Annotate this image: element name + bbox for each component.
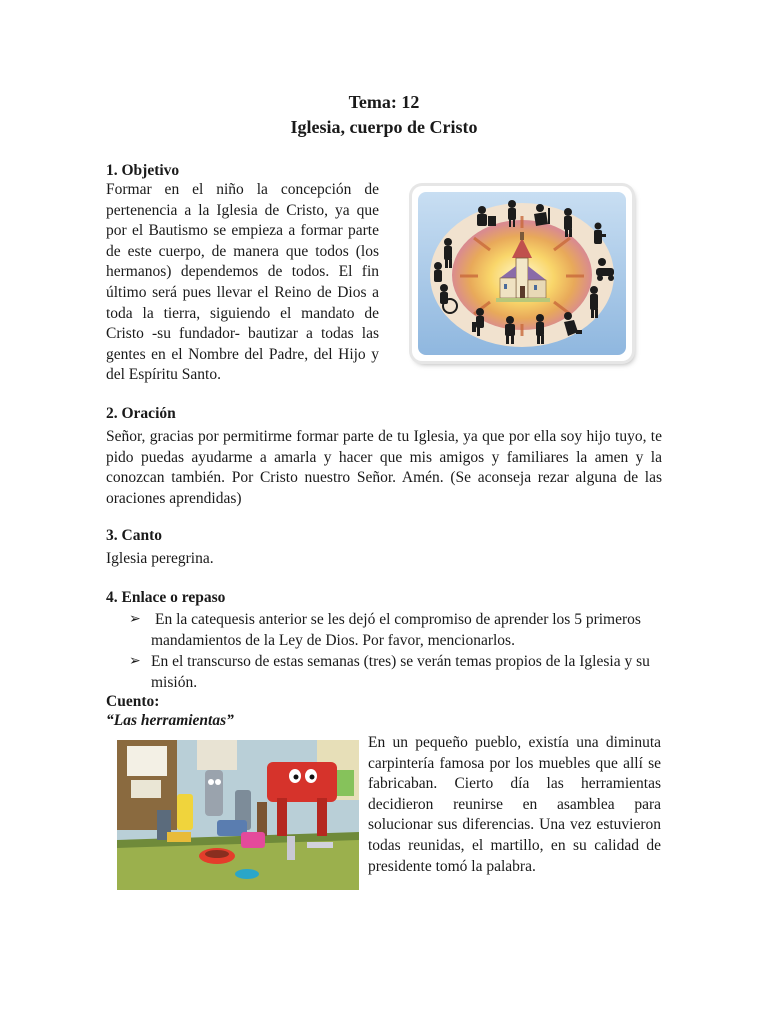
list-item-text: En el transcurso de estas semanas (tres) se verán temas propios de la Iglesia y su misión. [151, 653, 650, 691]
tools-cartoon-illustration [117, 740, 359, 890]
enlace-heading: 4. Enlace o repaso [106, 589, 226, 606]
lesson-number: Tema: 12 [348, 92, 420, 112]
tools-cartoon-image [117, 740, 359, 890]
arrow-bullet-icon: ➢ [129, 654, 141, 669]
cuento-heading: Cuento: [106, 693, 160, 710]
oracion-text: Señor, gracias por permitirme formar parte de tu Iglesia, ya que por ella soy hijo tuyo, te pido puedas ayudarme a amarla y hacer que mis amigos y familiares la amen y la conozcan también. Por Cristo nuestro Señor. Amén. (Se aconseja rezar alguna de las oraciones aprendidas) [106, 428, 662, 507]
church-illustration [412, 186, 632, 361]
story-title: “Las herramientas” [106, 712, 234, 729]
list-item [129, 610, 659, 654]
lesson-title: Iglesia, cuerpo de Cristo [290, 117, 478, 137]
objetivo-heading: 1. Objetivo [106, 162, 180, 179]
canto-heading: 3. Canto [106, 527, 162, 544]
arrow-bullet-icon: ➢ [129, 612, 141, 627]
church-community-image [412, 186, 632, 361]
list-item [129, 652, 659, 696]
objetivo-text: Formar en el niño la concepción de pertenencia a la Iglesia de Cristo, ya que por el Bautismo se empieza a formar parte de este cuerpo, de manera que todos (los hermanos) dependemos de todos. El fin último será pues llevar el Reino de Dios a toda la tierra, siguiendo el mandato de Cristo -su fundador- bautizar a todas las gentes en el Nombre del Padre, del Hijo y del Espíritu Santo. [106, 181, 379, 384]
canto-text: Iglesia peregrina. [106, 550, 214, 567]
oracion-heading: 2. Oración [106, 405, 176, 422]
list-item-text: En la catequesis anterior se les dejó el compromiso de aprender los 5 primeros mandamientos de la Ley de Dios. Por favor, mencionarlos. [151, 611, 641, 649]
story-text: En un pequeño pueblo, existía una diminuta carpintería famosa por los muebles que allí se fabricaban. Cierto día las herramientas decidieron reunirse en asamblea para solucionar sus diferencias. Una vez estuvieron todas reunidas, el martillo, en su calidad de presidente tomó la palabra. [368, 734, 661, 875]
